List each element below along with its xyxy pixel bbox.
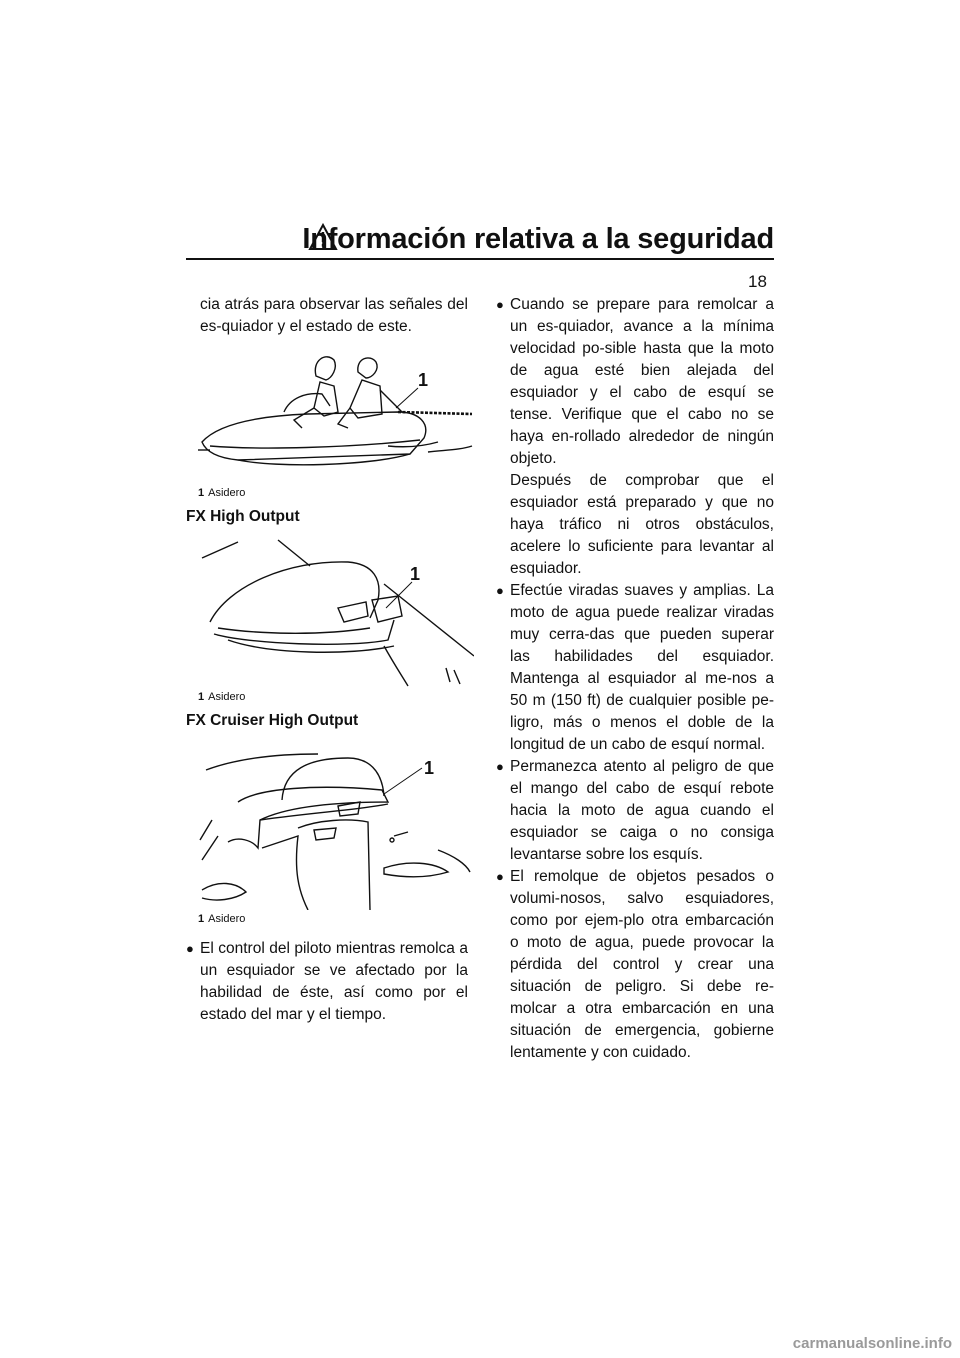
list-item (496, 756, 774, 866)
figure-fx-cruiser-handle (198, 740, 468, 926)
figure2-caption-number: 1 (198, 691, 205, 703)
figure2-callout: 1 (410, 564, 421, 584)
grab-handle-illustration-1 (198, 536, 474, 688)
figure3-caption-number: 1 (198, 913, 205, 925)
right-bullet-4-text: El remolque de objetos pesados o volumi-nosos, salvo esquiadores, como por ejem-plo otra embarcación o moto de agua, puede provocar la pérdida del control y crear una situación de peligro. Si debe re-molcar a otra embarcación en una situación de emergencia, gobierne lentamente y con cuidado. (510, 868, 774, 1061)
header-rule (186, 258, 774, 260)
right-column (496, 294, 774, 1064)
figure3-caption-text: Asidero (208, 913, 246, 925)
model-heading-fx-high-output: FX High Output (186, 508, 300, 525)
left-column (186, 294, 468, 1026)
page-title: Información relativa a la seguridad (302, 223, 774, 255)
right-bullet-2-text: Efectúe viradas suaves y amplias. La moto de agua puede realizar viradas muy cerra-das que pueden superar las habilidades del esquiador. Mantenga al esquiador al me-nos a 50 m (150 ft) de cualquier posible pe-ligro, más o menos el doble de la longitud de un cabo de esquí normal. (510, 582, 774, 753)
bullet-dot-icon: ● (496, 583, 504, 598)
bullet-dot-icon: ● (496, 297, 504, 312)
figure1-caption (198, 486, 468, 500)
figure1-caption-text: Asidero (208, 487, 246, 499)
intro-paragraph: cia atrás para observar las señales del es-quiador y el estado de este. (200, 296, 468, 335)
bullet-dot-icon: ● (496, 759, 504, 774)
bullet-dot-icon: ● (496, 869, 504, 884)
right-bullet-1-continuation: Después de comprobar que el esquiador está preparado y que no haya tráfico ni otros obstáculos, acelere lo suficiente para levantar al esquiador. (510, 472, 774, 577)
site-watermark: carmanualsonline.info (792, 1335, 952, 1352)
list-item (496, 580, 774, 756)
figure2-caption-text: Asidero (208, 691, 246, 703)
figure3-caption (198, 912, 468, 926)
list-item (496, 866, 774, 1064)
figure2-caption (198, 690, 468, 704)
list-item (496, 294, 774, 470)
figure3-callout: 1 (424, 758, 435, 778)
figure-fx-high-output-handle (198, 536, 468, 704)
page-header (186, 222, 774, 256)
figure-jetski-towing (198, 346, 468, 500)
jetski-riders-illustration (198, 346, 474, 484)
figure1-callout: 1 (418, 370, 429, 390)
left-bullet-1-text: El control del piloto mientras remolca a un esquiador se ve afectado por la habilidad de éste, así como por el estado del mar y el tiempo. (200, 940, 468, 1023)
bullet-dot-icon: ● (186, 941, 194, 956)
figure1-caption-number: 1 (198, 487, 205, 499)
page-number: 18 (748, 272, 767, 291)
list-item (186, 938, 468, 1026)
right-bullet-1-text: Cuando se prepare para remolcar a un es-quiador, avance a la mínima velocidad po-sible hasta que la moto de agua esté bien alejada del esquiador y el cabo de esquí se tense. Verifique que el cabo no se haya en-rollado alrededor de ningún objeto. (510, 296, 774, 467)
grab-handle-illustration-2 (198, 740, 474, 910)
right-bullet-3-text: Permanezca atento al peligro de que el mango del cabo de esquí rebote hacia la moto de agua cuando el esquiador se caiga o no consiga levantarse sobre los esquís. (510, 758, 774, 863)
model-heading-fx-cruiser-high-output: FX Cruiser High Output (186, 712, 359, 729)
